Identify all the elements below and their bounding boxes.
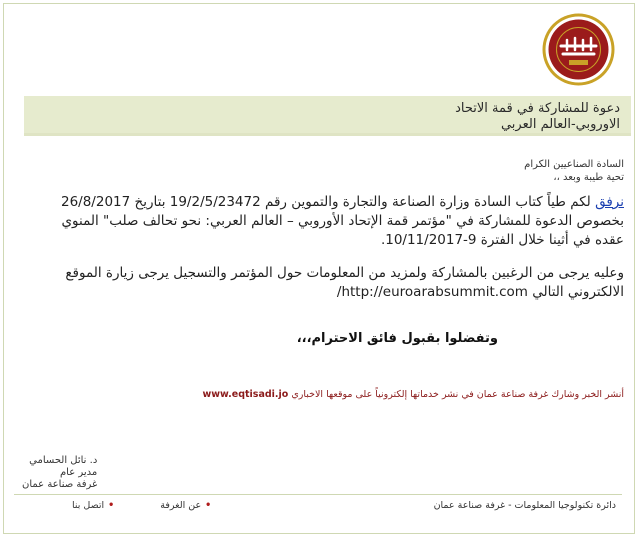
paragraph1-line1-text: لكم طياً كتاب السادة وزارة الصناعة والتجارة والتموين رقم 19/2/5/23472 بتاريخ 26/8/2017 bbox=[60, 194, 596, 210]
title-divider bbox=[24, 133, 631, 136]
paragraph-attachment bbox=[61, 193, 624, 250]
signature-block bbox=[22, 455, 97, 491]
footer-contact-label: اتصل بنا bbox=[72, 500, 105, 511]
bullet-icon: • bbox=[108, 500, 115, 511]
attachment-link[interactable]: نرفق bbox=[595, 194, 624, 210]
page-title-line2: الاوروبي-العالم العربي bbox=[500, 117, 620, 132]
salutation-line2: تحية طيبة وبعد ،، bbox=[553, 172, 624, 183]
footer-links bbox=[26, 500, 211, 511]
share-site-link[interactable]: www.eqtisadi.jo bbox=[202, 389, 289, 400]
chamber-logo bbox=[541, 12, 616, 87]
paragraph1-line3: عقده في أثينا خلال الفترة 9-10/11/2017. bbox=[380, 232, 624, 248]
footer-department: دائرة تكنولوجيا المعلومات - غرفة صناعة عمان bbox=[433, 500, 616, 511]
bullet-icon: • bbox=[205, 500, 212, 511]
signature-org: غرفة صناعة عمان bbox=[22, 479, 98, 490]
footer-about-label: عن الغرفة bbox=[160, 500, 202, 511]
paragraph-registration bbox=[65, 264, 624, 302]
salutation bbox=[524, 158, 624, 184]
footer-contact-link[interactable] bbox=[72, 500, 114, 511]
closing-text: وتفضلوا بقبول فائق الاحترام،،، bbox=[296, 331, 498, 346]
footer-about-link[interactable] bbox=[160, 500, 211, 511]
share-note bbox=[202, 389, 624, 400]
paragraph1-line2: بخصوص الدعوة للمشاركة في "مؤتمر قمة الإتحاد الأوروبي – العالم العربي: نحو تحالف صلب" المنوي bbox=[61, 213, 624, 229]
footer-divider bbox=[14, 494, 622, 495]
title-banner bbox=[24, 96, 631, 133]
share-text: أنشر الخبر وشارك غرفة صناعة عمان في نشر خدماتها إلكترونياً على موقعها الاخباري bbox=[291, 389, 624, 400]
page-title-line1: دعوة للمشاركة في قمة الاتحاد bbox=[455, 101, 620, 116]
paragraph2-line2: الالكتروني التالي http://euroarabsummit.com/ bbox=[336, 284, 624, 300]
paragraph1-line1 bbox=[61, 193, 624, 212]
paragraph2-line1: وعليه يرجى من الرغبين بالمشاركة ولمزيد من المعلومات حول المؤتمر والتسجيل يرجى زيارة الموقع bbox=[65, 265, 624, 281]
salutation-line1: السادة الصناعيين الكرام bbox=[524, 159, 624, 170]
signature-name: د. نائل الحسامي bbox=[29, 455, 98, 466]
signature-position: مدير عام bbox=[59, 467, 98, 478]
